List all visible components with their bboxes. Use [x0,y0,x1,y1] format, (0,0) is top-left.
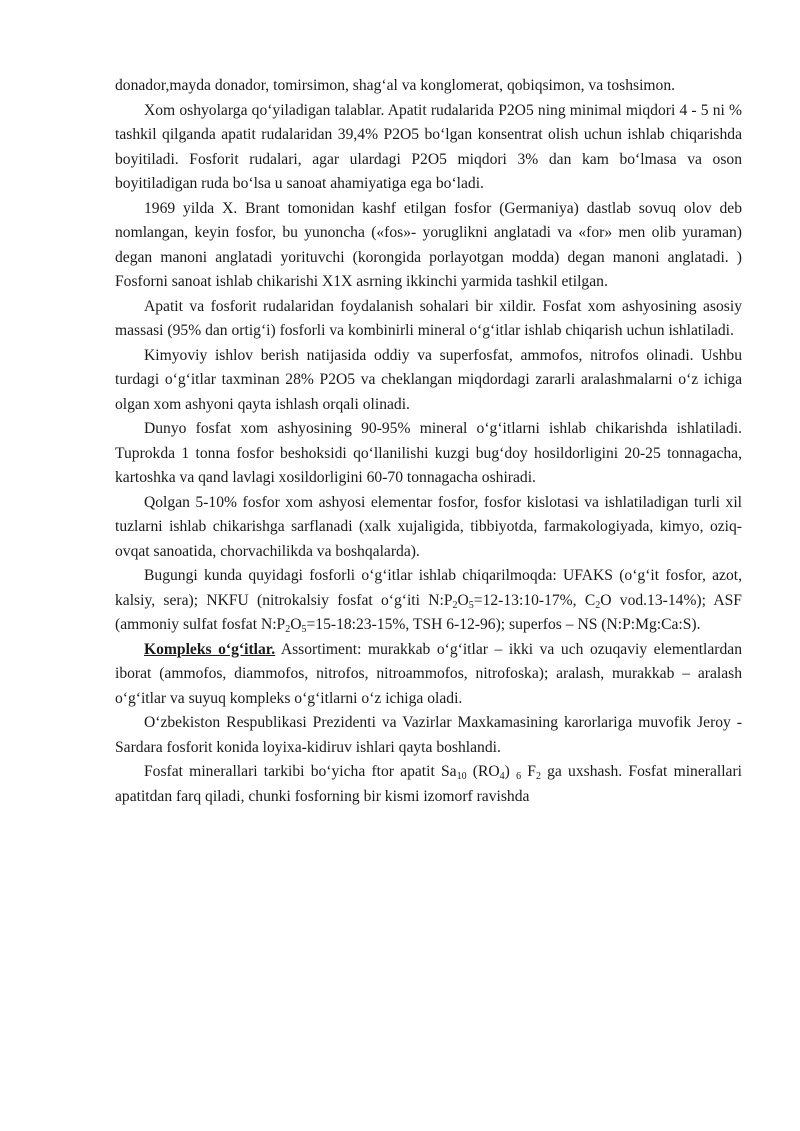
subscript: 5 [468,599,474,611]
subscript: 2 [595,599,601,611]
document-page [115,74,742,809]
text-run: F [521,763,536,780]
text-run: =15-18:23-15%, TSH 6-12-96); superfos – NS (N:P:Mg:Ca:S). [306,616,701,633]
text-run: =12-13:10-17%, C [473,591,596,609]
text-run: (RO [466,763,500,780]
paragraph-1: Xom oshyolarga qo‘yiladigan talablar. Apatit rudalarida P2O5 ning minimal miqdori 4 - 5 ni % tashkil qilganda apatit rudalaridan 39,4% P2O5 bo‘lgan konsentrat olish uchun ishlab chiqarishda boyitiladi. Fosforit rudalari, agar ulardagi P2O5 miqdori 3% dan kam bo‘lmasa va oson boyitiladigan ruda bo‘lsa u sanoat ahamiyatiga ega bo‘ladi. [115,101,742,192]
paragraph-4: Kimyoviy ishlov berish natijasida oddiy va superfosfat, ammofos, nitrofos olinadi. Ushbu turdagi o‘g‘itlar taxminan 28% P2O5 va cheklangan miqdordagi zararli aralashmalarni o‘z ichiga olgan xom ashyoni qayta ishlash orqali olinadi. [115,346,742,413]
text-run: Fosfat minerallari tarkibi bo‘yicha ftor apatit Sa [144,763,457,780]
paragraph-8 [115,638,742,712]
paragraph-5: Dunyo fosfat xom ashyosining 90-95% mineral o‘g‘itlarni ishlab chikarishda ishlatiladi. Tuprokda 1 tonna fosfor beshoksidi qo‘llanilishi kuzgi bug‘doy hosildorligini 20-25 tonnagacha, kartoshka va qand lavlagi xosildorligini 60-70 tonnagacha oshiradi. [115,420,742,486]
subscript: 2 [285,624,291,635]
section-heading: Kompleks o‘g‘itlar. [144,640,276,658]
subscript: 2 [535,771,541,782]
text-run: ) [504,763,517,780]
text-run: O [457,591,469,609]
text-run: Bugungi kunda quyidagi fosforli o‘g‘itlar ishlab chiqarilmoqda: UFAKS (o‘g‘it fosfor, azot, kalsiy, sera); NKFU (nitrokalsiy fosfat o‘g‘iti N:P [115,567,742,609]
paragraph-7 [115,564,742,638]
paragraph-3: Apatit va fosforit rudalaridan foydalanish sohalari bir xildir. Fosfat xom ashyosining asosiy massasi (95% dan ortig‘i) fosforli va kombinirli mineral o‘g‘itlar ishlab chiqarish uchun ishlatiladi. [115,297,742,339]
subscript: 5 [301,624,307,635]
text-run: O [290,616,302,633]
subscript: 4 [499,771,505,782]
subscript: 6 [516,771,522,782]
paragraph-9: O‘zbekiston Respublikasi Prezidenti va Vazirlar Maxkamasining karorlariga muvofik Jeroy - Sardara fosforit konida loyixa-kidiruv ishlari qayta boshlandi. [115,714,742,756]
paragraph-2: 1969 yilda X. Brant tomonidan kashf etilgan fosfor (Germaniya) dastlab sovuq olov deb nomlangan, keyin fosfor, bu yunoncha («fos»- yoruglikni anglatadi va «for» men olib yuraman) degan manoni anglatadi yorituvchi (korongida porlayotgan modda) degan manoni anglatadi. ) Fosforni sanoat ishlab chikarishi X1X asrning ikkinchi yarmida tashkil etilgan. [115,199,742,290]
paragraph-0: donador,mayda donador, tomirsimon, shag‘al va konglomerat, qobiqsimon, va toshsimon. [115,77,676,94]
text-run: O vod.13-14%); ASF (ammoniy sulfat fosfat N:P [115,591,742,633]
paragraph-6: Qolgan 5-10% fosfor xom ashyosi elementar fosfor, fosfor kislotasi va ishlatiladigan turli xil tuzlarni ishlab chikarishga sarflanadi (xalk xujaligida, tibbiyotda, farmakologiyada, kimyo, oziq-ovqat sanoatida, chorvachilikda va boshqalarda). [115,493,742,560]
subscript: 10 [456,771,467,782]
text-run: Assortiment: murakkab o‘g‘itlar – ikki va uch ozuqaviy elementlardan iborat (ammofos, diammofos, nitrofos, nitroammofos, nitrofoska); aralash, murakkab – aralash o‘g‘itlar va suyuq kompleks o‘g‘itlarni o‘z ichiga oladi. [115,640,742,707]
paragraph-10 [115,760,742,809]
subscript: 2 [452,599,458,611]
text-run: ga uxshash. Fosfat minerallari apatitdan farq qiladi, chunki fosforning bir kismi izomorf ravishda [115,763,742,805]
